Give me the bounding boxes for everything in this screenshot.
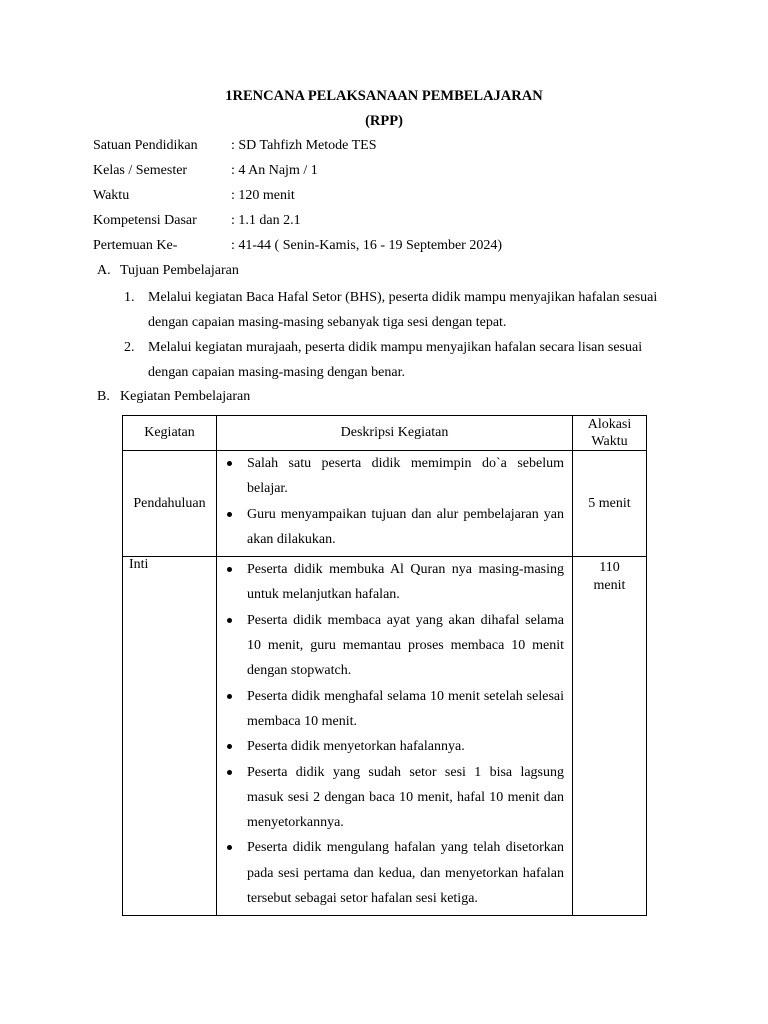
list-item: Peserta didik membaca ayat yang akan dihafal selama 10 menit, guru memantau proses membaca 10 menit dengan stopwatch. (225, 608, 564, 684)
list-item: Peserta didik menghafal selama 10 menit setelah selesai membaca 10 menit. (225, 684, 564, 735)
alokasi-cell: 5 menit (573, 451, 647, 557)
info-label: Kompetensi Dasar (93, 213, 197, 228)
list-item: Guru menyampaikan tujuan dan alur pembelajaran yan akan dilakukan. (225, 502, 564, 553)
list-item: Peserta didik membuka Al Quran nya masing-masing untuk melanjutkan hafalan. (225, 557, 564, 608)
info-value: : 41-44 ( Senin-Kamis, 16 - 19 September 2024) (231, 238, 503, 253)
list-item: Peserta didik mengulang hafalan yang telah disetorkan pada sesi pertama dan kedua, dan menyetorkan hafalan tersebut sebagai setor hafalan sesi ketiga. (225, 835, 564, 911)
info-label: Waktu (93, 188, 130, 203)
deskripsi-cell (217, 557, 573, 916)
section-title: Kegiatan Pembelajaran (120, 389, 251, 404)
objective-text: Melalui kegiatan murajaah, peserta didik mampu menyajikan hafalan secara lisan sesuai dengan capaian masing-masing dengan benar. (148, 340, 643, 380)
document-title: 1RENCANA PELAKSANAAN PEMBELAJARAN (225, 88, 543, 104)
objective-text: Melalui kegiatan Baca Hafal Setor (BHS), peserta didik mampu menyajikan hafalan sesuai dengan capaian masing-masing sebanyak tiga sesi dengan tepat. (148, 290, 658, 330)
activity-list (217, 451, 572, 556)
section-letter: A. (97, 263, 111, 278)
alokasi-cell (573, 557, 647, 916)
list-item: Peserta didik menyetorkan hafalannya. (225, 734, 564, 759)
activity-list (217, 557, 572, 915)
kegiatan-cell: Pendahuluan (123, 451, 217, 557)
objective-item (124, 335, 674, 385)
deskripsi-cell (217, 451, 573, 557)
header-deskripsi: Deskripsi Kegiatan (217, 416, 573, 451)
list-item: Peserta didik yang sudah setor sesi 1 bisa lagsung masuk sesi 2 dengan baca 10 menit, hafal 10 menit dan menyetorkannya. (225, 760, 564, 836)
objective-number: 2. (124, 340, 135, 355)
header-alokasi-text: Alokasi Waktu (587, 417, 632, 449)
document-subtitle: (RPP) (365, 113, 403, 129)
section-title: Tujuan Pembelajaran (120, 263, 239, 278)
table-row (123, 451, 647, 557)
header-kegiatan: Kegiatan (123, 416, 217, 451)
info-value: : 1.1 dan 2.1 (231, 213, 301, 228)
objective-item (124, 285, 674, 335)
section-letter: B. (97, 389, 110, 404)
table-row (123, 557, 647, 916)
info-label: Satuan Pendidikan (93, 138, 198, 153)
section-heading-b (97, 389, 250, 405)
section-heading-a (97, 263, 239, 279)
table-header-row (123, 416, 647, 451)
header-alokasi (573, 416, 647, 451)
list-item: Salah satu peserta didik memimpin do`a sebelum belajar. (225, 451, 564, 502)
kegiatan-cell: Inti (123, 557, 217, 916)
info-value: : 120 menit (231, 188, 295, 203)
alokasi-text: 110 menit (593, 560, 626, 594)
info-label: Pertemuan Ke- (93, 238, 178, 253)
activity-table (122, 415, 647, 916)
info-value: : SD Tahfizh Metode TES (231, 138, 377, 153)
info-value: : 4 An Najm / 1 (231, 163, 318, 178)
info-label: Kelas / Semester (93, 163, 188, 178)
objective-number: 1. (124, 290, 135, 305)
